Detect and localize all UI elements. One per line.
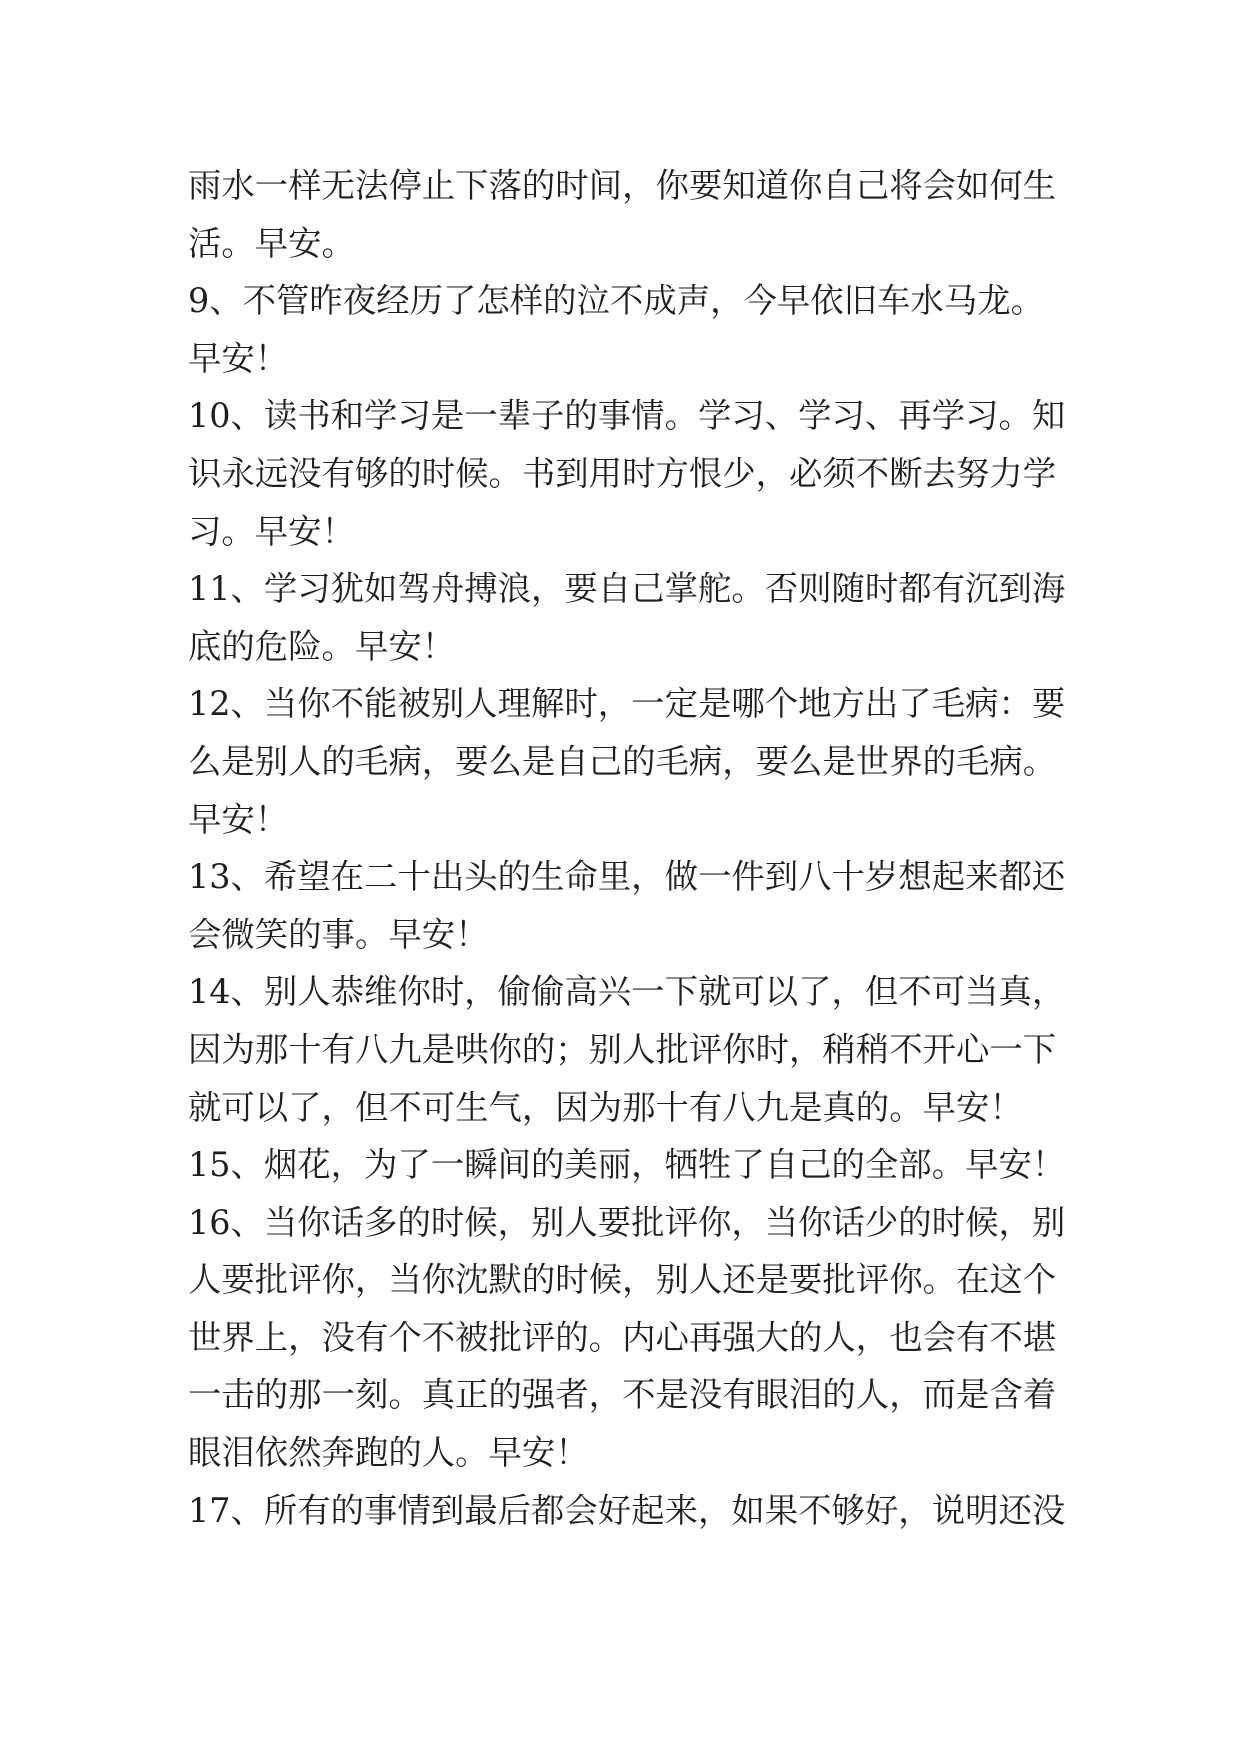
text-line: 16、当你话多的时候，别人要批评你，当你话少的时候，别 — [188, 1202, 1066, 1242]
text-block — [188, 157, 1068, 1539]
text-line: 识永远没有够的时候。书到用时方恨少，必须不断去努力学 — [188, 453, 1057, 493]
text-line: 么是别人的毛病，要么是自己的毛病，要么是世界的毛病。 — [188, 741, 1057, 781]
paragraph-item-14 — [188, 963, 1068, 1136]
text-line: 10、读书和学习是一辈子的事情。学习、学习、再学习。知 — [188, 396, 1066, 436]
text-line: 13、希望在二十出头的生命里，做一件到八十岁想起来都还 — [188, 857, 1066, 897]
text-line: 就可以了，但不可生气，因为那十有八九是真的。早安！ — [188, 1087, 1023, 1127]
text-line: 12、当你不能被别人理解时，一定是哪个地方出了毛病：要 — [188, 684, 1066, 724]
text-line: 人要批评你，当你沈默的时候，别人还是要批评你。在这个 — [188, 1260, 1057, 1300]
paragraph-item-15 — [188, 1136, 1068, 1194]
paragraph-item-16 — [188, 1194, 1068, 1482]
text-line: 一击的那一刻。真正的强者，不是没有眼泪的人，而是含着 — [188, 1375, 1057, 1415]
paragraph-item-17 — [188, 1482, 1068, 1540]
text-line: 早安！ — [188, 338, 289, 378]
text-line: 眼泪依然奔跑的人。早安！ — [188, 1433, 589, 1473]
paragraph-item-9 — [188, 272, 1068, 387]
text-line: 11、学习犹如驾舟搏浪，要自己掌舵。否则随时都有沉到海 — [188, 569, 1066, 609]
text-line: 世界上，没有个不被批评的。内心再强大的人，也会有不堪 — [188, 1317, 1057, 1357]
paragraph-item-13 — [188, 848, 1068, 963]
paragraph-item-12 — [188, 675, 1068, 848]
text-line: 15、烟花，为了一瞬间的美丽，牺牲了自己的全部。早安！ — [188, 1145, 1066, 1185]
text-line: 14、别人恭维你时，偷偷高兴一下就可以了，但不可当真， — [188, 972, 1066, 1012]
text-line: 会微笑的事。早安！ — [188, 914, 489, 954]
text-line: 活。早安。 — [188, 223, 355, 263]
text-line: 习。早安！ — [188, 511, 355, 551]
text-line: 9、不管昨夜经历了怎样的泣不成声，今早依旧车水马龙。 — [188, 281, 1045, 321]
text-line: 17、所有的事情到最后都会好起来，如果不够好，说明还没 — [188, 1490, 1066, 1530]
text-line: 底的危险。早安！ — [188, 626, 456, 666]
paragraph-item-11 — [188, 560, 1068, 675]
text-line: 雨水一样无法停止下落的时间，你要知道你自己将会如何生 — [188, 166, 1057, 205]
text-line: 早安！ — [188, 799, 289, 839]
text-line: 因为那十有八九是哄你的；别人批评你时，稍稍不开心一下 — [188, 1029, 1057, 1069]
paragraph-item-8-continuation — [188, 157, 1068, 272]
paragraph-item-10 — [188, 387, 1068, 560]
